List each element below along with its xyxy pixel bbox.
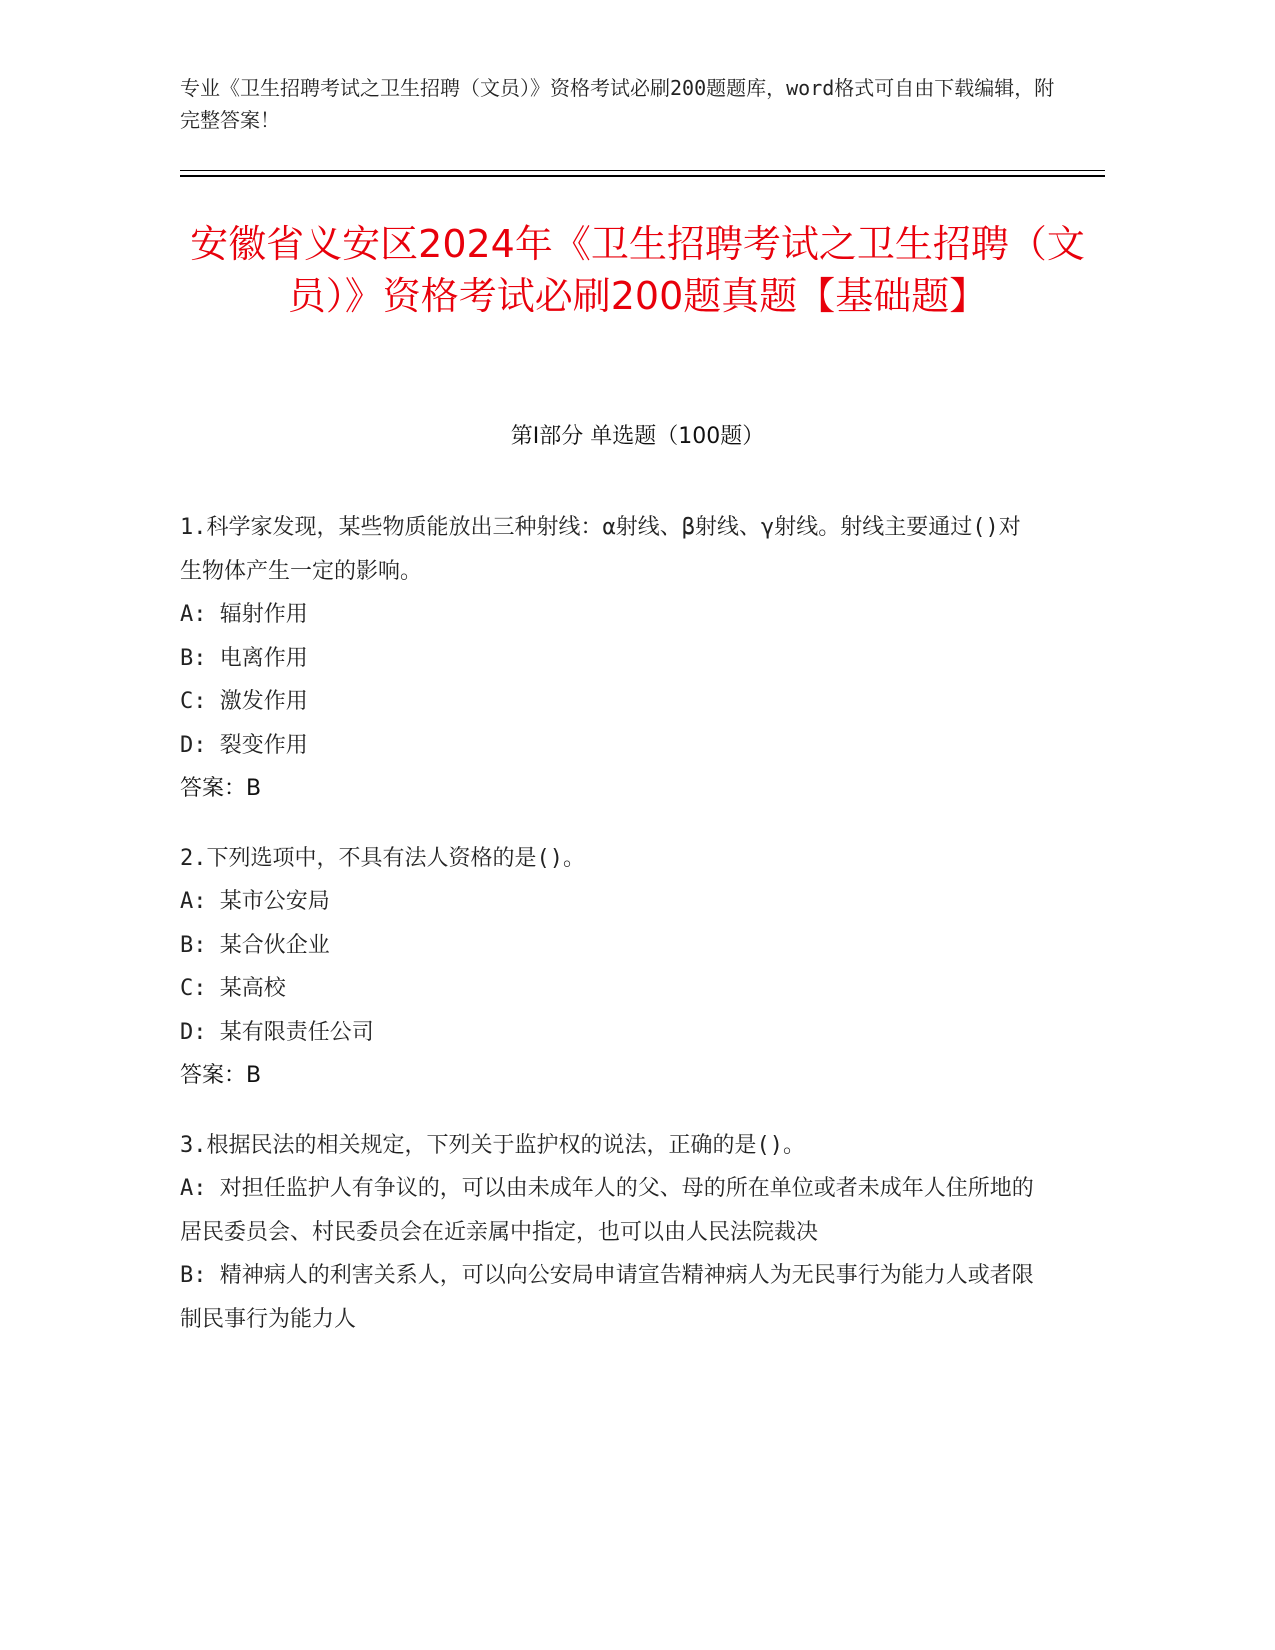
option-d: D: 某有限责任公司	[180, 1019, 374, 1045]
option-c: C: 激发作用	[180, 689, 308, 714]
question-stem: 3.根据民法的相关规定，下列关于监护权的说法，正确的是()。	[180, 1132, 805, 1158]
document-title: 安徽省义安区2024年《卫生招聘考试之卫生招聘（文员）》资格考试必刷200题真题【基础题】	[190, 222, 1085, 318]
option-b: B: 电离作用	[180, 645, 308, 671]
option-a: A: 辐射作用	[180, 602, 308, 627]
option-a: A: 对担任监护人有争议的，可以由未成年人的父、母的所在单位或者未成年人住所地的居民委员会、村民委员会在近亲属中指定，也可以由人民法院裁决	[180, 1176, 1034, 1245]
question-3	[180, 1124, 1040, 1342]
intro-text: 专业《卫生招聘考试之卫生招聘（文员）》资格考试必刷200题题库，word格式可自由下载编辑，附完整答案！	[180, 76, 1055, 132]
header-divider-bottom	[180, 175, 1105, 177]
question-stem: 1.科学家发现，某些物质能放出三种射线：α射线、β射线、γ射线。射线主要通过()对生物体产生一定的影响。	[180, 515, 1021, 584]
option-b: B: 某合伙企业	[180, 932, 330, 958]
question-stem: 2.下列选项中，不具有法人资格的是()。	[180, 845, 585, 871]
header-divider-top	[180, 170, 1105, 171]
option-c: C: 某高校	[180, 976, 286, 1001]
answer-label: 答案：B	[180, 1063, 262, 1088]
section-heading: 第Ⅰ部分 单选题（100题）	[510, 424, 765, 449]
question-list	[180, 506, 1040, 1367]
option-a: A: 某市公安局	[180, 889, 330, 914]
option-b: B: 精神病人的利害关系人，可以向公安局申请宣告精神病人为无民事行为能力人或者限制民事行为能力人	[180, 1263, 1034, 1332]
question-2	[180, 837, 1040, 1098]
option-d: D: 裂变作用	[180, 732, 308, 758]
question-1	[180, 506, 1040, 811]
answer-label: 答案：B	[180, 776, 262, 801]
